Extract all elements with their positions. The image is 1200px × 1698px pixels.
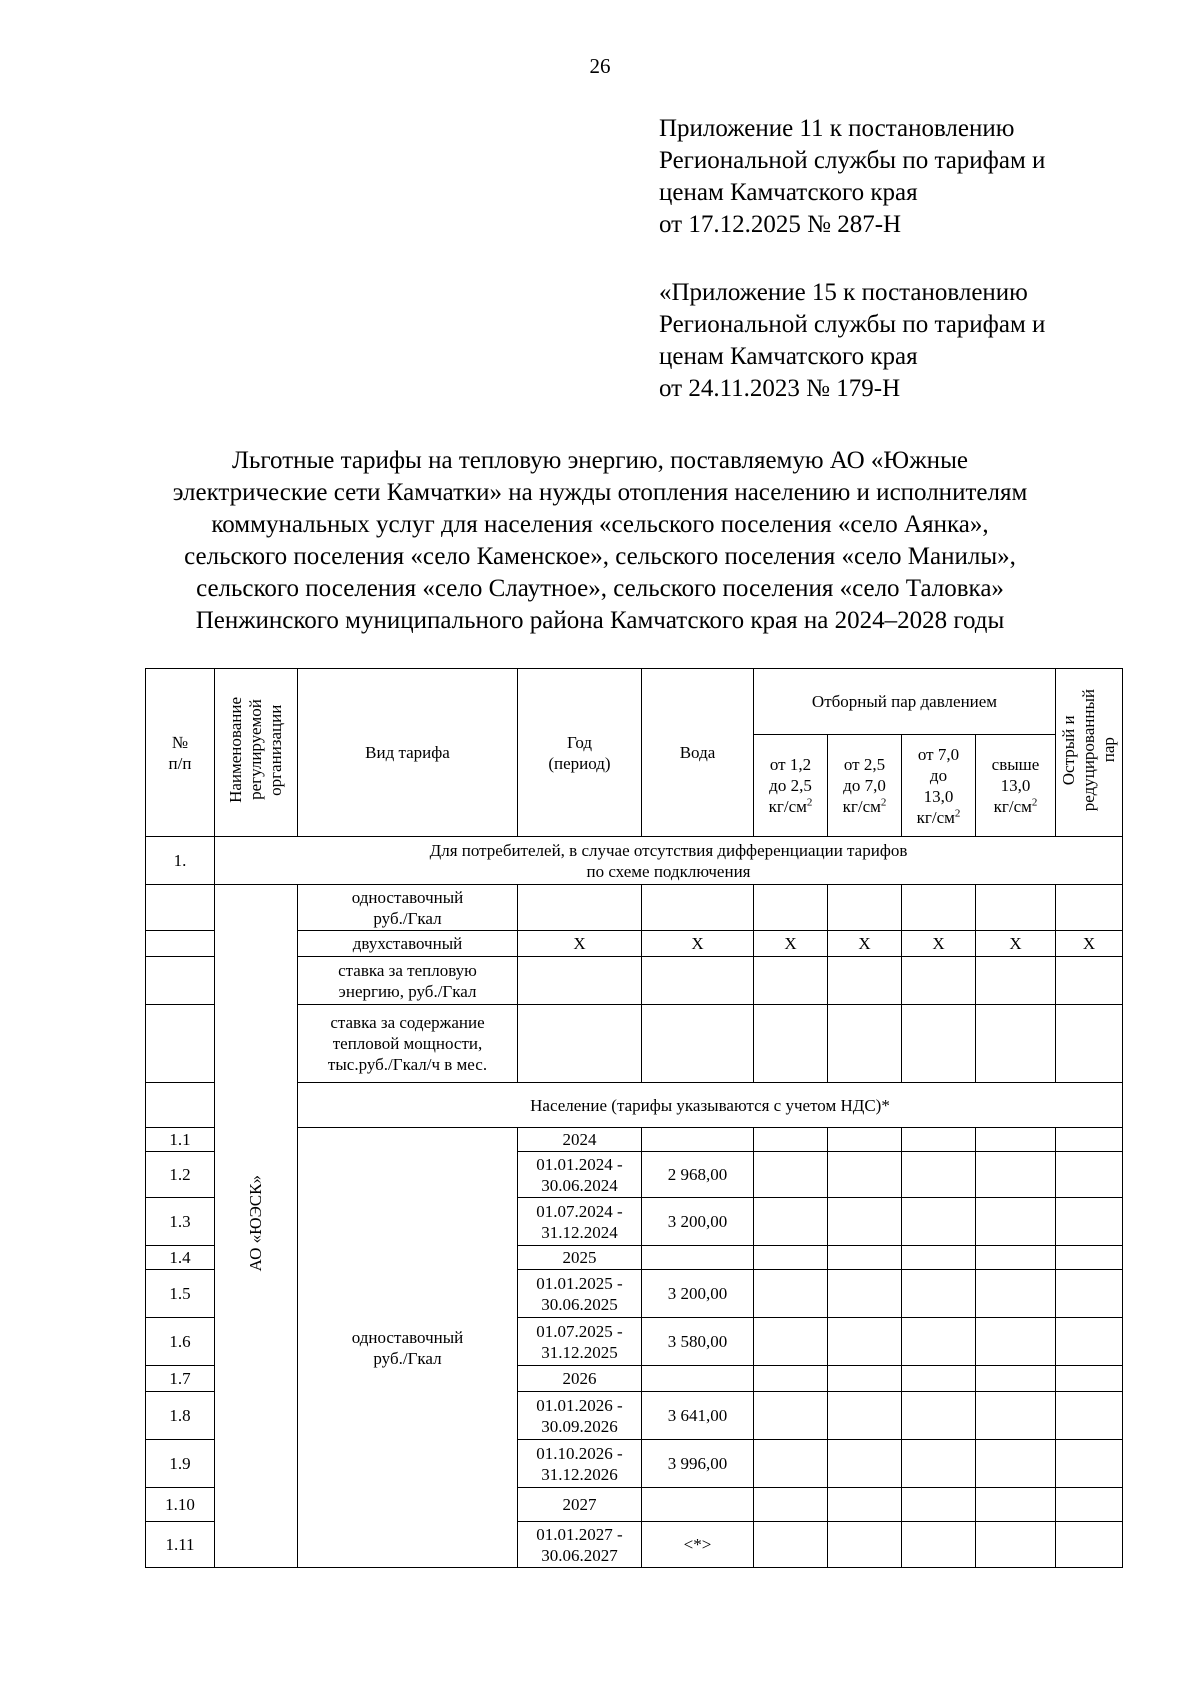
x-mark: Х bbox=[1056, 931, 1123, 957]
water-value bbox=[642, 1488, 754, 1522]
water-value: 3 996,00 bbox=[642, 1440, 754, 1488]
org-name: АО «ЮЭСК» bbox=[215, 885, 298, 1568]
title-line: электрические сети Камчатки» на нужды отопления населению и исполнителям bbox=[172, 479, 1028, 506]
appendix-line: Региональной службы по тарифам и bbox=[659, 147, 1046, 174]
water-value: 3 641,00 bbox=[642, 1392, 754, 1440]
water-value bbox=[642, 1366, 754, 1392]
period-cell: 01.07.2025 - 31.12.2025 bbox=[518, 1318, 642, 1366]
appendix-reference-current bbox=[659, 113, 1045, 241]
appendix-line: Приложение 11 к постановлению bbox=[659, 115, 1015, 142]
header-row bbox=[146, 669, 1123, 735]
appendix-line: от 24.11.2023 № 179-Н bbox=[659, 375, 901, 402]
row-num: 1.8 bbox=[146, 1392, 215, 1440]
section-row bbox=[146, 837, 1123, 885]
title-line: Пенжинского муниципального района Камчатского края на 2024–2028 годы bbox=[195, 607, 1005, 634]
water-value: <*> bbox=[642, 1522, 754, 1568]
tariff-type-cell: одноставочный руб./Гкал bbox=[298, 1128, 518, 1568]
row-num: 1.7 bbox=[146, 1366, 215, 1392]
row-num: 1.1 bbox=[146, 1128, 215, 1152]
tariff-type-cell: ставка за содержание тепловой мощности, тыс.руб./Гкал/ч в мес. bbox=[298, 1005, 518, 1083]
header-steam-group: Отборный пар давлением bbox=[754, 669, 1056, 735]
header-steam-3: от 7,0 до 13,0 $кг/см^2$ bbox=[902, 735, 976, 837]
period-cell: 2026 bbox=[518, 1366, 642, 1392]
header-steam-2: от 2,5 до 7,0 $кг/см^2$ bbox=[828, 735, 902, 837]
period-cell: 01.07.2024 - 31.12.2024 bbox=[518, 1198, 642, 1246]
header-water: Вода bbox=[642, 669, 754, 837]
period-cell: 2024 bbox=[518, 1128, 642, 1152]
document-title bbox=[0, 445, 1200, 637]
tariff-table bbox=[145, 668, 1123, 1568]
period-cell: 2027 bbox=[518, 1488, 642, 1522]
period-cell: 2025 bbox=[518, 1246, 642, 1270]
row-num: 1.5 bbox=[146, 1270, 215, 1318]
header-num: № п/п bbox=[146, 669, 215, 837]
appendix-line: «Приложение 15 к постановлению bbox=[659, 279, 1028, 306]
header-year: Год (период) bbox=[518, 669, 642, 837]
water-value bbox=[642, 1246, 754, 1270]
appendix-line: Региональной службы по тарифам и bbox=[659, 311, 1046, 338]
title-line: Льготные тарифы на тепловую энергию, поставляемую АО «Южные bbox=[232, 447, 968, 474]
header-tariff-type: Вид тарифа bbox=[298, 669, 518, 837]
row-num bbox=[146, 957, 215, 1005]
water-value: 2 968,00 bbox=[642, 1152, 754, 1198]
water-value: 3 200,00 bbox=[642, 1198, 754, 1246]
period-cell: 01.01.2024 - 30.06.2024 bbox=[518, 1152, 642, 1198]
tariff-type-cell: одноставочный руб./Гкал bbox=[298, 885, 518, 931]
x-mark: Х bbox=[828, 931, 902, 957]
population-label: Население (тарифы указываются с учетом НДС)* bbox=[298, 1083, 1123, 1128]
x-mark: Х bbox=[902, 931, 976, 957]
row-num: 1.10 bbox=[146, 1488, 215, 1522]
header-org: Наименование регулируемой организации bbox=[215, 669, 298, 837]
title-line: коммунальных услуг для населения «сельского поселения «село Аянка», bbox=[211, 511, 989, 538]
row-num bbox=[146, 1005, 215, 1083]
appendix-reference-original bbox=[659, 277, 1045, 405]
x-mark: Х bbox=[518, 931, 642, 957]
row-num: 1.11 bbox=[146, 1522, 215, 1568]
x-mark: Х bbox=[642, 931, 754, 957]
row-num bbox=[146, 1083, 215, 1128]
row-num: 1.6 bbox=[146, 1318, 215, 1366]
row-num: 1.2 bbox=[146, 1152, 215, 1198]
header-sharp-steam: Острый и редуцированный пар bbox=[1056, 669, 1123, 837]
page-number: 26 bbox=[589, 54, 611, 78]
row-num bbox=[146, 885, 215, 931]
period-cell: 01.01.2026 - 30.09.2026 bbox=[518, 1392, 642, 1440]
tariff-type-cell: ставка за тепловую энергию, руб./Гкал bbox=[298, 957, 518, 1005]
row-num: 1.4 bbox=[146, 1246, 215, 1270]
title-line: сельского поселения «село Каменское», сельского поселения «село Манилы», bbox=[184, 543, 1016, 570]
row-num: 1.9 bbox=[146, 1440, 215, 1488]
water-value: 3 580,00 bbox=[642, 1318, 754, 1366]
row-num bbox=[146, 931, 215, 957]
period-cell: 01.10.2026 - 31.12.2026 bbox=[518, 1440, 642, 1488]
section-label: Для потребителей, в случае отсутствия дифференциации тарифов по схеме подключения bbox=[215, 837, 1123, 885]
water-value bbox=[642, 1128, 754, 1152]
appendix-line: от 17.12.2025 № 287-Н bbox=[659, 211, 902, 238]
row-num: 1. bbox=[146, 837, 215, 885]
header-steam-1: от 1,2 до 2,5 $кг/см^2$ bbox=[754, 735, 828, 837]
tariff-type-cell: двухставочный bbox=[298, 931, 518, 957]
row-num: 1.3 bbox=[146, 1198, 215, 1246]
header-steam-4: свыше 13,0 $кг/см^2$ bbox=[976, 735, 1056, 837]
x-mark: Х bbox=[754, 931, 828, 957]
water-value: 3 200,00 bbox=[642, 1270, 754, 1318]
period-cell: 01.01.2025 - 30.06.2025 bbox=[518, 1270, 642, 1318]
appendix-line: ценам Камчатского края bbox=[659, 179, 918, 206]
period-cell: 01.01.2027 - 30.06.2027 bbox=[518, 1522, 642, 1568]
appendix-line: ценам Камчатского края bbox=[659, 343, 918, 370]
table-row bbox=[146, 885, 1123, 931]
title-line: сельского поселения «село Слаутное», сельского поселения «село Таловка» bbox=[196, 575, 1004, 602]
x-mark: Х bbox=[976, 931, 1056, 957]
table-body bbox=[146, 669, 1123, 1568]
